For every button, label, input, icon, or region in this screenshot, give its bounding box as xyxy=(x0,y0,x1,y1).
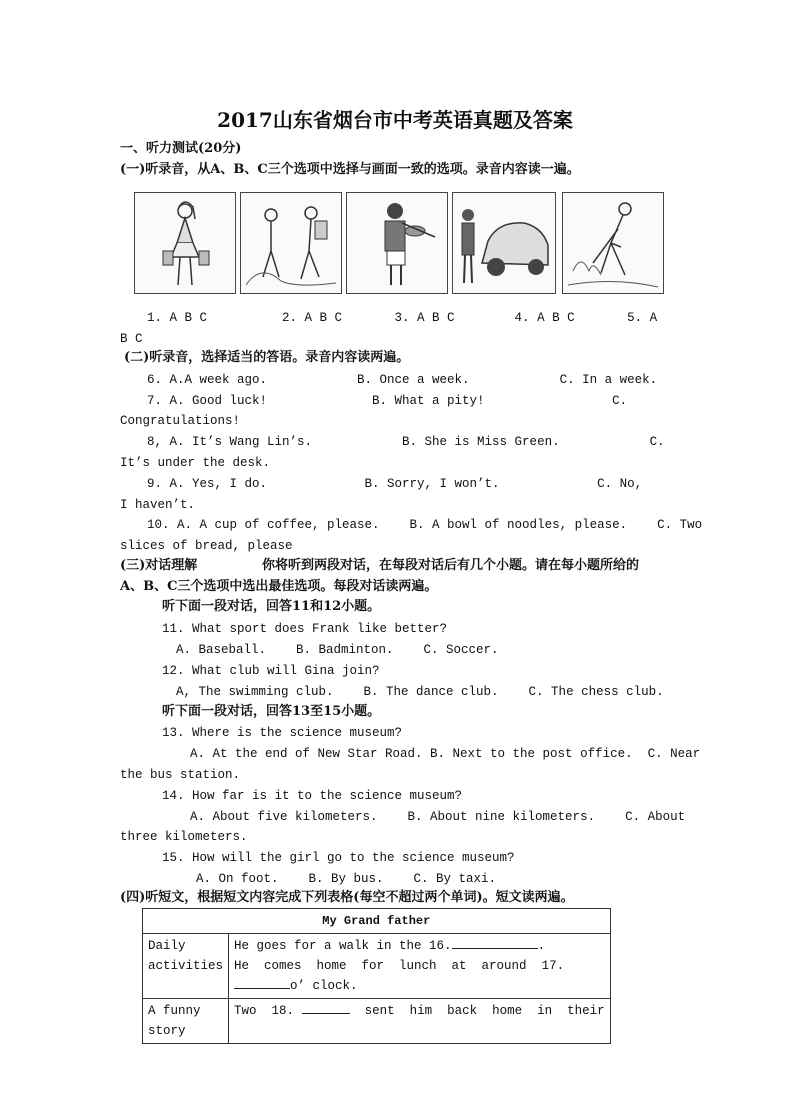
part2-instructions: (二)听录音，选择适当的答语。录音内容读两遍。 xyxy=(124,350,410,365)
question-9-cont: I haven’t. xyxy=(120,498,196,512)
section-heading: 一、听力测试(20分) xyxy=(120,141,242,156)
row-daily-content xyxy=(229,934,611,999)
question-10: 10. A. A cup of coffee, please. B. A bowl of noodles, please. C. Two xyxy=(147,518,703,532)
question-13: 13. Where is the science museum? xyxy=(162,726,403,740)
row-label-daily: Daily activities xyxy=(143,934,229,999)
picture-answer-options-cont: B C xyxy=(120,332,143,346)
question-12: 12. What club will Gina join? xyxy=(162,664,380,678)
part3-heading: (三)对话理解 xyxy=(120,558,198,573)
daily-line-1-end: . xyxy=(537,939,546,953)
question-15-options: A. On foot. B. By bus. C. By taxi. xyxy=(196,872,497,886)
question-13-options-cont: the bus station. xyxy=(120,768,241,782)
hikers-picture xyxy=(240,192,342,294)
boy-violin-picture xyxy=(346,192,448,294)
girl-shopping-picture xyxy=(134,192,236,294)
dialog2-heading: 听下面一段对话，回答13至15小题。 xyxy=(162,704,381,719)
question-12-options: A, The swimming club. B. The dance club. C. The chess club. xyxy=(176,685,664,699)
funny-line-b: sent him back home in their xyxy=(364,1004,605,1018)
answer-blank-16[interactable] xyxy=(452,936,538,949)
part3-instructions: 你将听到两段对话，在每段对话后有几个小题。请在每小题所给的 xyxy=(262,558,640,573)
daily-line-1: He goes for a walk in the 16. xyxy=(234,939,452,953)
page-title: 2017山东省烟台市中考英语真题及答案 xyxy=(217,108,573,132)
dialog1-heading: 听下面一段对话，回答11和12小题。 xyxy=(162,599,381,614)
picture-answer-options: 1. A B C 2. A B C 3. A B C 4. A B C 5. A xyxy=(147,311,658,325)
answer-blank-18[interactable] xyxy=(302,1001,350,1014)
man-planting-picture xyxy=(562,192,664,294)
question-11-options: A. Baseball. B. Badminton. C. Soccer. xyxy=(176,643,499,657)
question-14-options-cont: three kilometers. xyxy=(120,830,248,844)
daily-line-3: o’ clock. xyxy=(290,979,358,993)
question-13-options: A. At the end of New Star Road. B. Next to the post office. C. Near xyxy=(190,747,701,761)
man-car-picture xyxy=(452,192,556,294)
part4-instructions: (四)听短文，根据短文内容完成下列表格(每空不超过两个单词)。短文读两遍。 xyxy=(120,890,574,905)
row-funny-content xyxy=(229,999,611,1044)
question-14-options: A. About five kilometers. B. About nine kilometers. C. About xyxy=(190,810,686,824)
part1-instructions: (一)听录音，从A、B、C三个选项中选择与画面一致的选项。录音内容读一遍。 xyxy=(120,162,580,177)
funny-line-a: Two 18. xyxy=(234,1004,295,1018)
row-label-funny: A funny story xyxy=(143,999,229,1044)
question-10-cont: slices of bread, please xyxy=(120,539,293,553)
part3-instructions-cont: A、B、C三个选项中选出最佳选项。每段对话读两遍。 xyxy=(120,579,438,594)
question-6: 6. A.A week ago. B. Once a week. C. In a week. xyxy=(147,373,658,387)
question-11: 11. What sport does Frank like better? xyxy=(162,622,448,636)
question-7-cont: Congratulations! xyxy=(120,414,241,428)
daily-line-2: He comes home for lunch at around 17. xyxy=(234,959,565,973)
question-8: 8, A. It’s Wang Lin’s. B. She is Miss Green. C. xyxy=(147,435,665,449)
question-15: 15. How will the girl go to the science museum? xyxy=(162,851,515,865)
question-7: 7. A. Good luck! B. What a pity! C. xyxy=(147,394,628,408)
question-9: 9. A. Yes, I do. B. Sorry, I won’t. C. No, xyxy=(147,477,643,491)
question-8-cont: It’s under the desk. xyxy=(120,456,271,470)
question-14: 14. How far is it to the science museum? xyxy=(162,789,463,803)
answer-blank-17[interactable] xyxy=(234,976,290,989)
table-header: My Grand father xyxy=(143,909,611,934)
grandfather-table xyxy=(142,908,611,1044)
